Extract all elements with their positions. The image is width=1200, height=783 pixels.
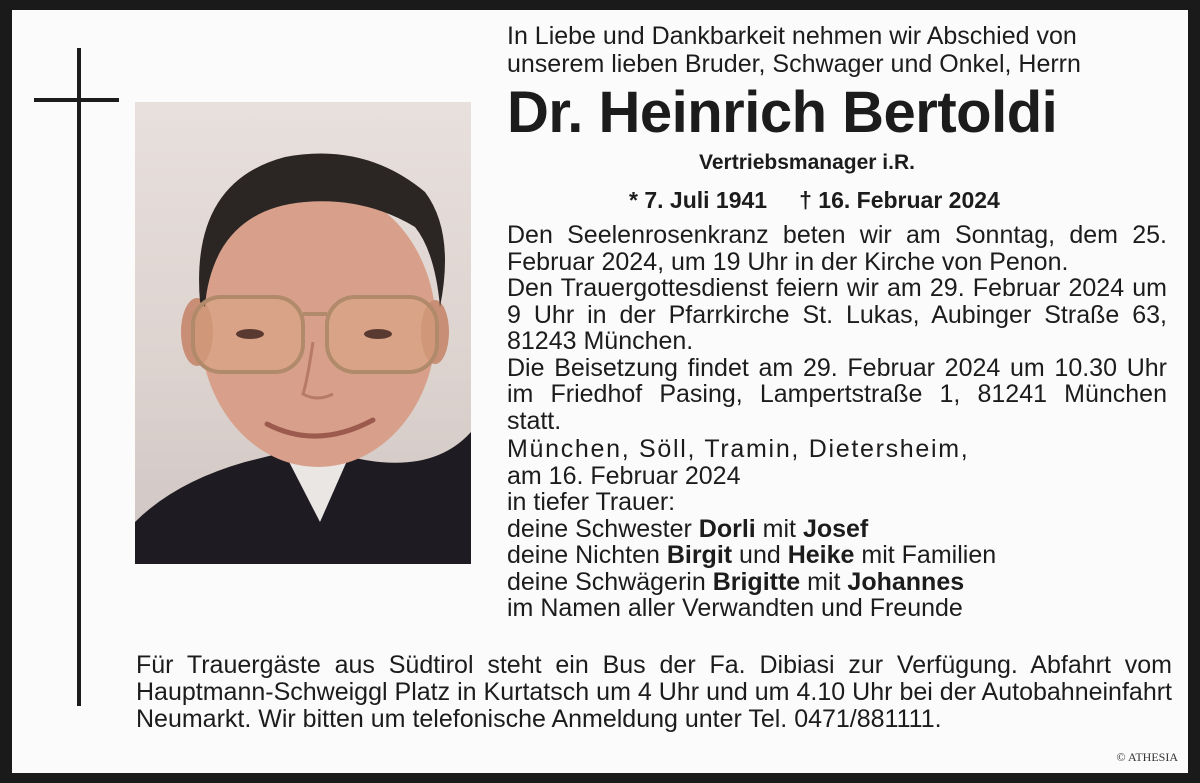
bus-info-text: Für Trauergäste aus Südtirol steht ein Bus der Fa. Dibiasi zur Verfügung. Abfahrt vom Hauptmann-Schweiggl Platz in Kurtatsch um 4 Uhr und um 4.10 Uhr bei der Autobahneinfahrt Neumarkt. Wir bitten um telefonische Anmeldung unter Tel. 0471/881111.	[136, 651, 1172, 733]
portrait-illustration	[135, 102, 471, 564]
intro-text	[507, 22, 1177, 78]
cross-icon-bar	[34, 98, 119, 102]
copyright-notice: © ATHESIA	[1116, 750, 1178, 764]
portrait-photo	[135, 102, 471, 564]
life-dates	[507, 186, 1177, 214]
obituary-card	[12, 10, 1188, 773]
mourner-line: deine Nichten Birgit und Heike mit Familien	[507, 541, 997, 569]
mourner-line: deine Schwester Dorli mit Josef	[507, 514, 869, 543]
grief-line: in tiefer Trauer:	[507, 488, 676, 516]
profession: Vertriebsmanager i.R.	[699, 151, 915, 174]
date-line: am 16. Februar 2024	[507, 461, 741, 490]
death-date: † 16. Februar 2024	[799, 187, 1000, 213]
closing-line: im Namen aller Verwandten und Freunde	[507, 594, 963, 622]
mourners-block	[507, 436, 1167, 622]
deceased-name: Dr. Heinrich Bertoldi	[507, 80, 1058, 145]
burial-text: Die Beisetzung findet am 29. Februar 2024 um 10.30 Uhr im Friedhof Pasing, Lampertstraße 1, 81241 München statt.	[507, 353, 1167, 435]
rosary-text: Den Seelenrosenkranz beten wir am Sonntag, dem 25. Februar 2024, um 19 Uhr in der Kirche von Penon.	[507, 221, 1167, 276]
intro-line-1: In Liebe und Dankbarkeit nehmen wir Abschied von	[507, 22, 1077, 50]
mourner-line: deine Schwägerin Brigitte mit Johannes	[507, 567, 965, 596]
birth-date: * 7. Juli 1941	[629, 187, 768, 213]
header-block	[507, 22, 1177, 214]
cross-icon	[77, 48, 81, 706]
service-text: Den Trauergottesdienst feiern wir am 29. Februar 2024 um 9 Uhr in der Pfarrkirche St. Lukas, Aubinger Straße 63, 81243 München.	[507, 274, 1167, 355]
places-line: München, Söll, Tramin, Dietersheim,	[507, 435, 970, 463]
intro-line-2: unserem lieben Bruder, Schwager und Onkel, Herrn	[507, 50, 1081, 78]
ceremony-details	[507, 222, 1167, 622]
bus-info-block	[136, 652, 1172, 733]
